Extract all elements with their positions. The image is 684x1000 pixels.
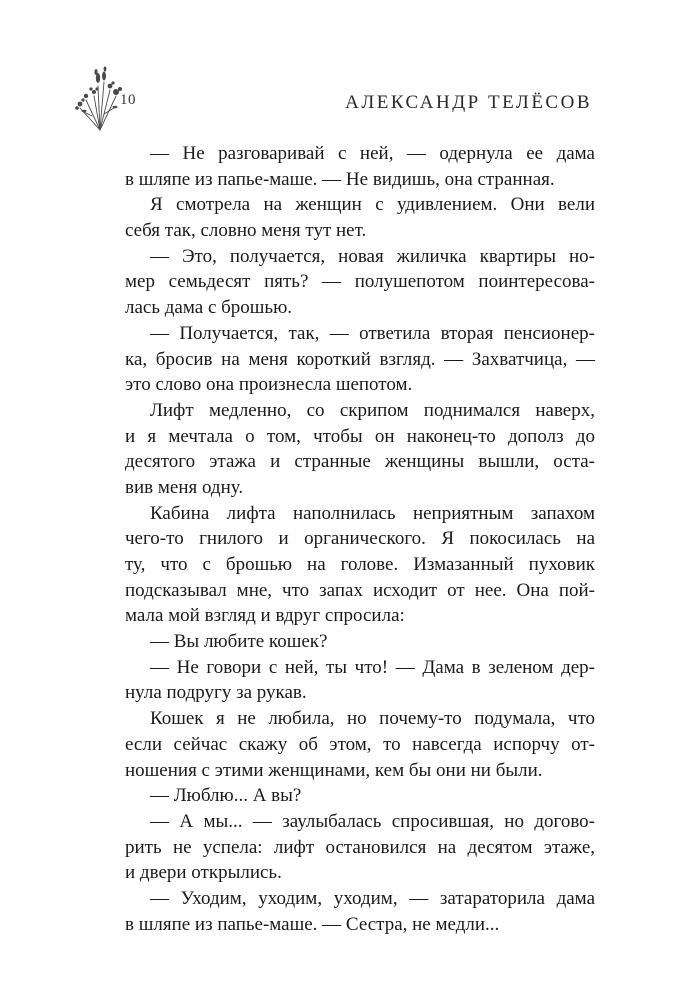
text-line: десятого этажа и странные женщины вышли, оста- xyxy=(125,451,595,473)
text-line: подсказывал мне, что запах исходит от нее. Она пой- xyxy=(125,579,595,601)
text-line: Я смотрела на женщин с удивлением. Они вели xyxy=(150,194,595,216)
text-line: ту, что с брошью на голове. Измазанный пуховик xyxy=(125,554,595,575)
text-line: ка, бросив на меня короткий взгляд. — Захватчица, — xyxy=(125,348,595,370)
text-line: рить не успела: лифт остановился на десятом этаже, xyxy=(125,836,595,858)
body-text xyxy=(125,141,595,937)
text-line: — Люблю... А вы? xyxy=(150,785,302,807)
text-line: себя так, словно меня тут нет. xyxy=(125,220,367,242)
text-line: вив меня одну. xyxy=(125,476,244,498)
text-line: ношения с этими женщинами, кем бы они ни были. xyxy=(125,759,543,781)
text-line: Кошек я не любила, но почему-то подумала, что xyxy=(150,708,595,730)
text-line: — Вы любите кошек? xyxy=(150,631,328,653)
page-number: 10 xyxy=(120,92,136,108)
text-line: нула подругу за рукав. xyxy=(125,682,307,704)
text-line: и я мечтала о том, чтобы он наконец-то дополз до xyxy=(125,425,595,447)
text-line: Лифт медленно, со скрипом поднимался наверх, xyxy=(150,399,595,421)
text-line: если сейчас скажу об этом, то навсегда испорчу от- xyxy=(125,733,595,755)
text-line: в шляпе из папье-маше. — Не видишь, она странная. xyxy=(125,168,555,190)
page-header xyxy=(0,0,684,140)
text-line: — А мы... — заулыбалась спросившая, но догово- xyxy=(150,810,595,832)
text-line: Кабина лифта наполнилась неприятным запахом xyxy=(150,502,595,524)
text-line: мер семьдесят пять? — полушепотом поинтересова- xyxy=(125,271,595,293)
text-line: чего-то гнилого и органического. Я покосилась на xyxy=(125,528,595,550)
text-line: в шляпе из папье-маше. — Сестра, не медли... xyxy=(125,913,500,935)
text-line: это слово она произнесла шепотом. xyxy=(125,374,413,396)
text-line: — Не говори с ней, ты что! — Дама в зеленом дер- xyxy=(150,656,595,678)
text-line: — Не разговаривай с ней, — одернула ее дама xyxy=(150,143,595,164)
text-line: — Уходим, уходим, уходим, — затараторила дама xyxy=(150,887,595,909)
text-line: лась дама с брошью. xyxy=(125,297,293,319)
text-line: — Это, получается, новая жиличка квартиры но- xyxy=(150,245,595,267)
text-line: — Получается, так, — ответила вторая пенсионер- xyxy=(150,322,595,344)
text-line: мала мой взгляд и вдруг спросила: xyxy=(125,605,405,627)
text-line: и двери открылись. xyxy=(125,862,282,884)
running-head-author: АЛЕКСАНДР ТЕЛЁСОВ xyxy=(345,92,592,113)
